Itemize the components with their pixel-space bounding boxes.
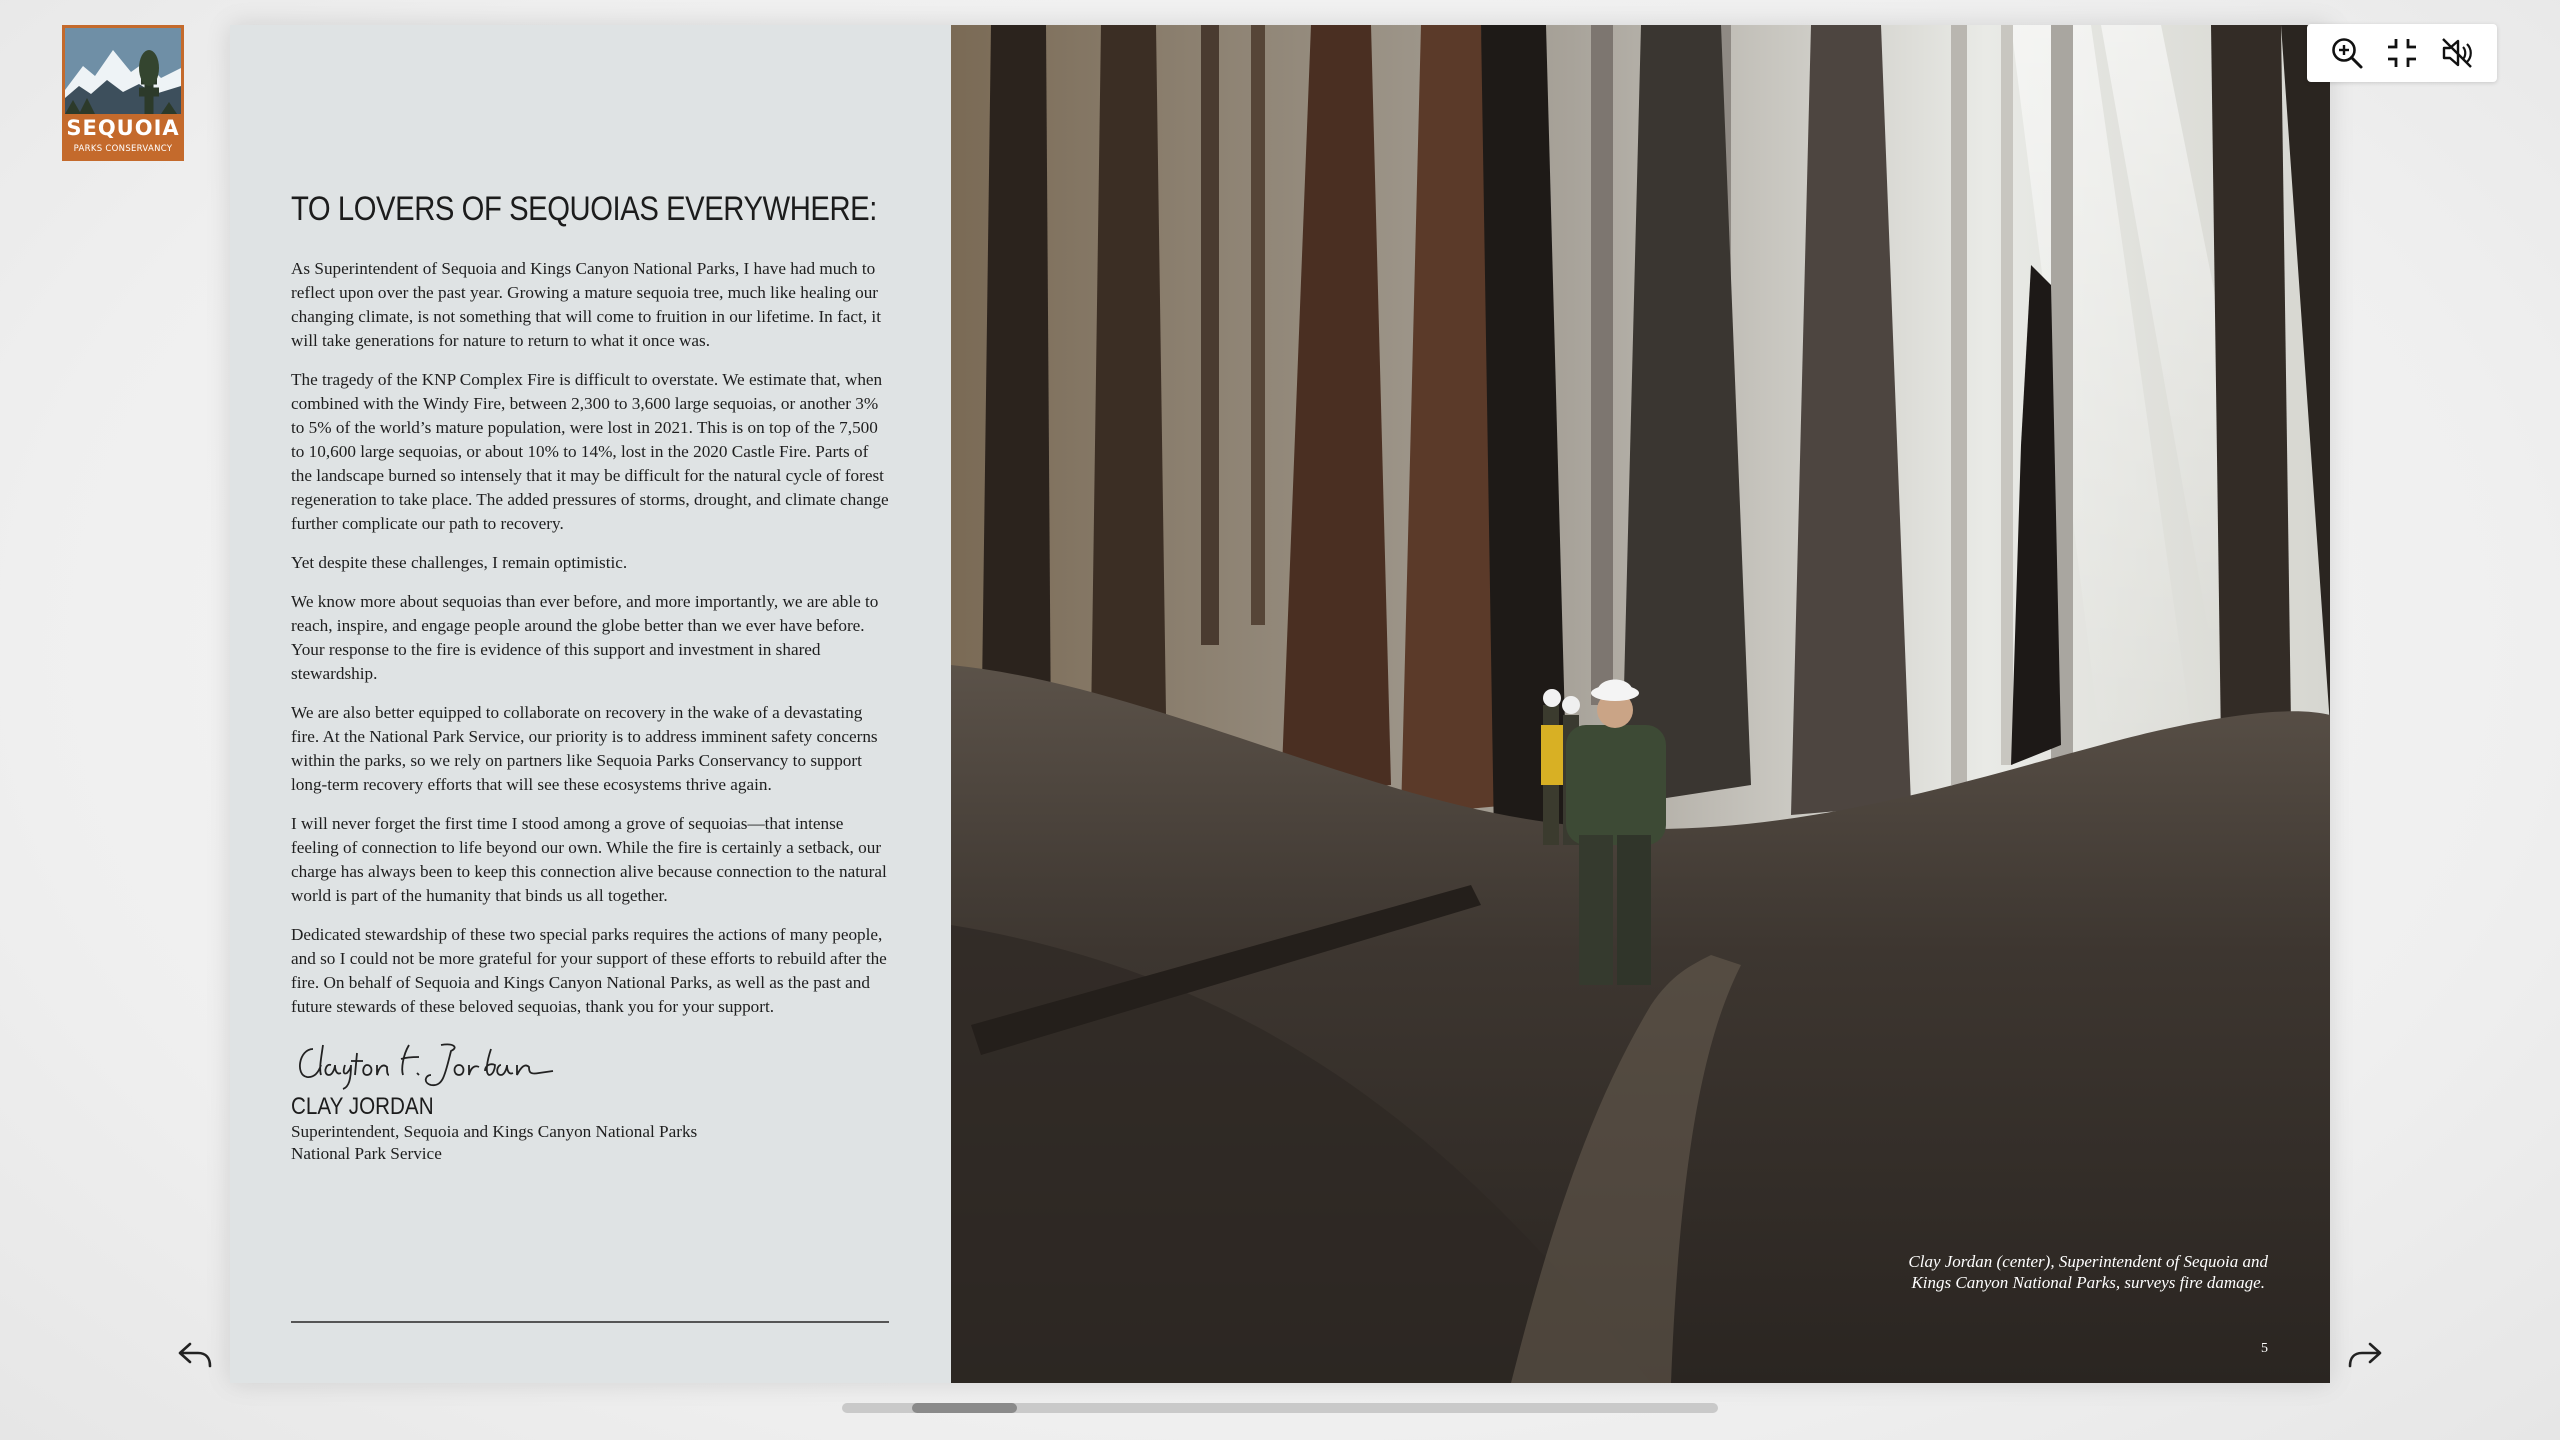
arrow-back-icon [176, 1338, 216, 1372]
scrollbar-thumb[interactable] [912, 1403, 1017, 1413]
letter-paragraph: I will never forget the first time I stood among a grove of sequoias—that intense feeling of connection to life beyond our own. While the fire is certainly a setback, our charge has always been to keep this connection alive because connection to the natural world is part of the humanity that binds us all together. [291, 814, 887, 905]
letter-paragraph: The tragedy of the KNP Complex Fire is difficult to overstate. We estimate that, when combined with the Windy Fire, between 2,300 to 3,600 large sequoias, or another 3% to 5% of the world’s mature population, were lost in 2021. This is on top of the 7,500 to 10,600 large sequoias, or about 10% to 14%, lost in the 2020 Castle Fire. Parts of the landscape burned so intensely that it may be difficult for the natural cycle of forest regeneration to take place. The added pressures of storms, drought, and climate change further complicate our path to recovery. [291, 370, 889, 533]
logo-subtitle: PARKS CONSERVANCY [73, 144, 173, 154]
viewer-toolbar [2307, 24, 2497, 82]
zoom-in-icon [2329, 35, 2365, 71]
signer-organization: National Park Service [291, 1144, 442, 1163]
page-scrollbar[interactable] [842, 1403, 1718, 1413]
handwritten-signature [291, 1035, 889, 1091]
caption-line: Clay Jordan (center), Superintendent of Sequoia and [1908, 1252, 2268, 1271]
mute-button[interactable] [2435, 31, 2479, 75]
logo-wordmark: SEQUOIA [66, 116, 180, 140]
forest-photo [951, 25, 2330, 1383]
logo-mountain-graphic [65, 28, 181, 114]
signer-title: Superintendent, Sequoia and Kings Canyon National Parks [291, 1122, 698, 1141]
page-divider [291, 1321, 889, 1323]
next-page-button[interactable] [2344, 1338, 2384, 1372]
letter-content [291, 190, 889, 1165]
photo-page [951, 25, 2330, 1383]
letter-title: TO LOVERS OF SEQUOIAS EVERYWHERE: [291, 190, 877, 228]
exit-fullscreen-icon [2384, 35, 2420, 71]
exit-fullscreen-button[interactable] [2380, 31, 2424, 75]
flipbook-spread [230, 25, 2330, 1383]
mute-icon [2439, 35, 2475, 71]
letter-paragraph: We are also better equipped to collaborate on recovery in the wake of a devastating fire. At the National Park Service, our priority is to address imminent safety concerns within the parks, so we rely on partners like Sequoia Parks Conservancy to support long-term recovery efforts that will see these ecosystems thrive again. [291, 703, 878, 794]
zoom-in-button[interactable] [2325, 31, 2369, 75]
sequoia-logo [62, 25, 184, 161]
letter-paragraph: We know more about sequoias than ever before, and more importantly, we are able to reach, inspire, and engage people around the globe better than we ever have before. Your response to the fire is evidence of this support and investment in shared stewardship. [291, 592, 879, 683]
signer-name: CLAY JORDAN [291, 1093, 434, 1120]
letter-page [230, 25, 951, 1383]
letter-paragraph: Yet despite these challenges, I remain optimistic. [291, 553, 628, 572]
letter-paragraph: As Superintendent of Sequoia and Kings Canyon National Parks, I have had much to reflect upon over the past year. Growing a mature sequoia tree, much like healing our changing climate, is not something that will come to fruition in our lifetime. In fact, it will take generations for nature to return to what it once was. [291, 259, 881, 350]
caption-line: Kings Canyon National Parks, surveys fire damage. [1911, 1273, 2265, 1292]
arrow-forward-icon [2344, 1338, 2384, 1372]
letter-paragraph: Dedicated stewardship of these two special parks requires the actions of many people, and so I could not be more grateful for your support of these efforts to rebuild after the fire. On behalf of Sequoia and Kings Canyon National Parks, as well as the past and future stewards of these beloved sequoias, thank you for your support. [291, 925, 887, 1016]
photo-caption [1908, 1251, 2268, 1293]
page-number: 5 [2261, 1341, 2268, 1356]
previous-page-button[interactable] [176, 1338, 216, 1372]
